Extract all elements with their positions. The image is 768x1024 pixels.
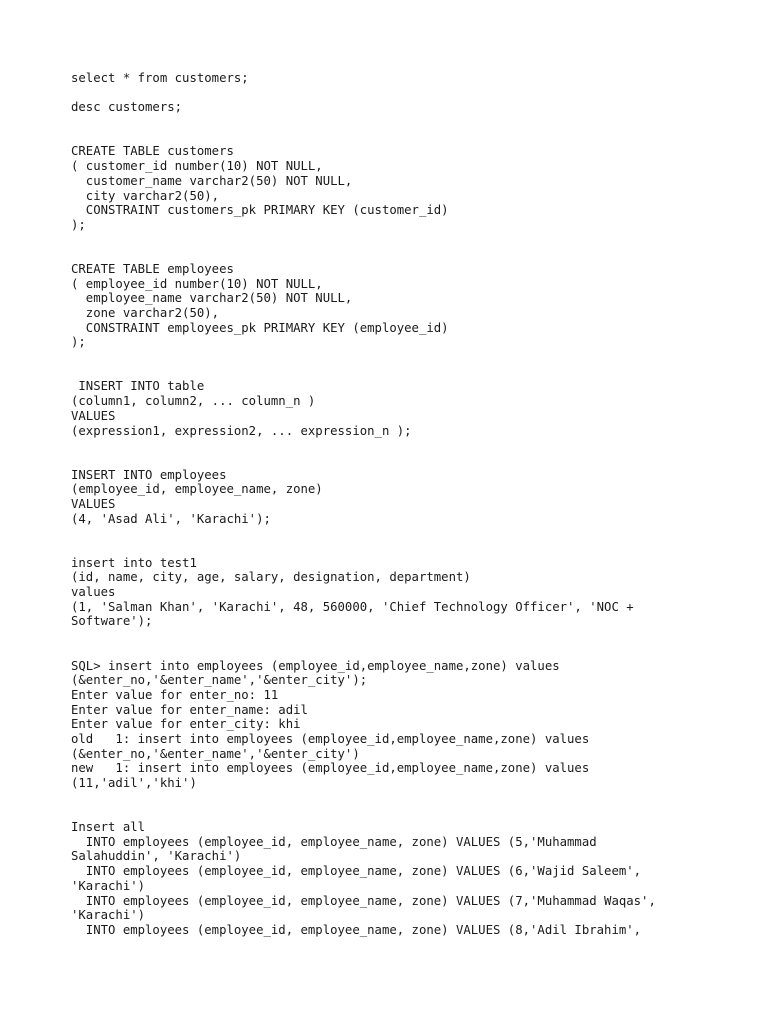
code-line [71, 350, 731, 365]
code-line: INSERT INTO table [71, 379, 205, 394]
code-line [71, 438, 731, 453]
code-line: ( customer_id number(10) NOT NULL, [71, 159, 323, 174]
code-line [71, 644, 731, 659]
code-line [71, 791, 731, 806]
code-line: Enter value for enter_no: 11 [71, 687, 279, 702]
code-line: (4, 'Asad Ali', 'Karachi'); [71, 511, 271, 526]
code-line: (employee_id, employee_name, zone) [71, 482, 323, 497]
code-line: select * from customers; [71, 71, 249, 85]
code-line: insert into test1 [71, 555, 197, 570]
code-line: INTO employees (employee_id, employee_name, zone) VALUES (7,'Muhammad Waqas', [71, 893, 656, 908]
code-line [71, 453, 731, 468]
code-line [71, 805, 731, 820]
sql-code-block [71, 71, 731, 938]
code-line: INTO employees (employee_id, employee_name, zone) VALUES (6,'Wajid Saleem', [71, 864, 642, 879]
code-line: values [71, 585, 116, 600]
code-line: VALUES [71, 496, 116, 511]
code-line: VALUES [71, 408, 116, 423]
code-line: CONSTRAINT customers_pk PRIMARY KEY (customer_id) [71, 203, 449, 218]
code-line [71, 629, 731, 644]
code-line [71, 233, 731, 248]
code-line: (&enter_no,'&enter_name','&enter_city') [71, 746, 360, 761]
code-line [71, 115, 731, 130]
code-line: INSERT INTO employees [71, 467, 227, 482]
code-line: SQL> insert into employees (employee_id,employee_name,zone) values [71, 658, 560, 673]
code-line: INTO employees (employee_id, employee_name, zone) VALUES (8,'Adil Ibrahim', [71, 922, 642, 937]
code-line: ); [71, 335, 86, 350]
code-line [71, 526, 731, 541]
code-line: CONSTRAINT employees_pk PRIMARY KEY (employee_id) [71, 320, 449, 335]
code-line: (11,'adil','khi') [71, 776, 197, 790]
code-line [71, 365, 731, 380]
code-line: CREATE TABLE employees [71, 261, 234, 276]
code-line: Insert all [71, 820, 146, 835]
code-line [71, 86, 731, 101]
code-line: ); [71, 217, 86, 232]
code-line: (&enter_no,'&enter_name','&enter_city'); [71, 673, 368, 688]
code-line: Salahuddin', 'Karachi') [71, 849, 242, 864]
code-line: (id, name, city, age, salary, designation, department) [71, 570, 471, 585]
code-line: Software'); [71, 614, 153, 629]
code-line: employee_name varchar2(50) NOT NULL, [71, 291, 353, 306]
code-line: zone varchar2(50), [71, 306, 220, 320]
code-line: INTO employees (employee_id, employee_name, zone) VALUES (5,'Muhammad [71, 834, 597, 849]
code-line: CREATE TABLE customers [71, 144, 234, 159]
code-line [71, 541, 731, 556]
code-line [71, 247, 731, 262]
code-line: customer_name varchar2(50) NOT NULL, [71, 173, 353, 188]
code-line: old 1: insert into employees (employee_id,employee_name,zone) values [71, 731, 590, 746]
code-line: Enter value for enter_name: adil [71, 702, 308, 717]
code-line: 'Karachi') [71, 878, 146, 893]
code-line: (column1, column2, ... column_n ) [71, 394, 316, 409]
code-line: desc customers; [71, 100, 183, 115]
code-line: (expression1, expression2, ... expression_n ); [71, 423, 412, 438]
code-line [71, 130, 731, 145]
code-line: ( employee_id number(10) NOT NULL, [71, 276, 323, 291]
code-line: new 1: insert into employees (employee_id,employee_name,zone) values [71, 761, 590, 776]
code-line: 'Karachi') [71, 908, 146, 923]
code-line: (1, 'Salman Khan', 'Karachi', 48, 560000, 'Chief Technology Officer', 'NOC + [71, 599, 634, 614]
code-line: Enter value for enter_city: khi [71, 717, 301, 732]
code-line: city varchar2(50), [71, 188, 220, 203]
